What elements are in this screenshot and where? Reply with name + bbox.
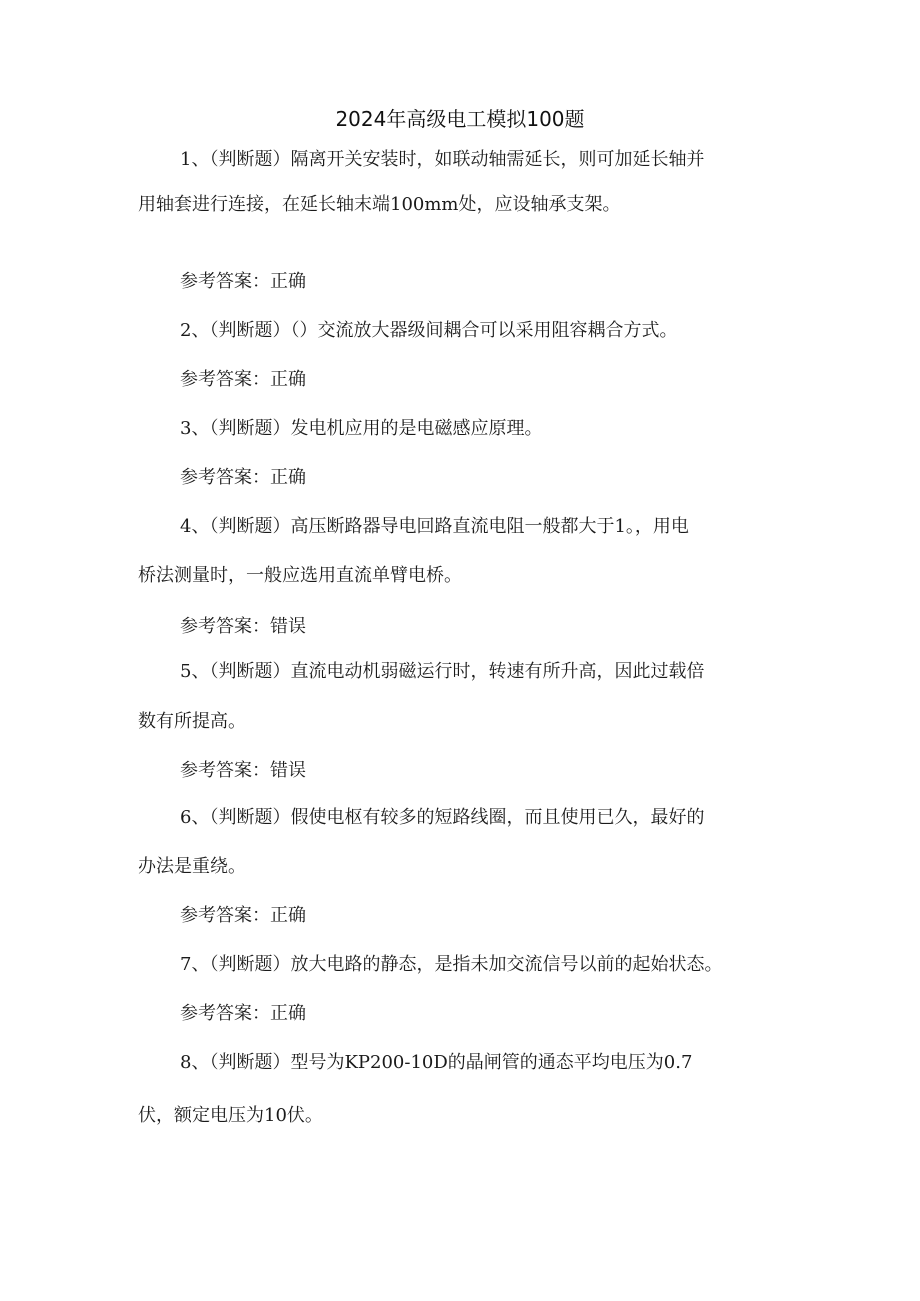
answer-label: 参考答案： [180, 1003, 270, 1024]
question-2-answer [180, 365, 306, 395]
question-3-line-1: 3、（判断题）发电机应用的是电磁感应原理。 [180, 418, 543, 439]
answer-label: 参考答案： [180, 369, 270, 390]
question-1-line-2: 用轴套进行连接，在延长轴末端100mm处，应设轴承支架。 [138, 194, 621, 215]
question-3-answer [180, 463, 306, 493]
answer-value: 正确 [270, 1003, 306, 1024]
question-6-line-2: 办法是重绕。 [138, 856, 246, 877]
question-4-line-1: 4、（判断题）高压断路器导电回路直流电阻一般都大于1。，用电 [180, 516, 689, 537]
question-8-line-1: 8、（判断题）型号为KP200-10D的晶闸管的通态平均电压为0.7 [180, 1052, 693, 1073]
question-6-answer [180, 901, 306, 931]
question-7-answer [180, 999, 306, 1029]
document-title: 2024年高级电工模拟100题 [335, 107, 585, 131]
answer-label: 参考答案： [180, 271, 270, 292]
answer-label: 参考答案： [180, 467, 270, 488]
answer-value: 正确 [270, 369, 306, 390]
answer-label: 参考答案： [180, 616, 270, 637]
question-2-line-1: 2、（判断题）（）交流放大器级间耦合可以采用阻容耦合方式。 [180, 320, 678, 341]
question-6-line-1: 6、（判断题）假使电枢有较多的短路线圈，而且使用已久，最好的 [180, 807, 705, 828]
question-4-answer [180, 612, 306, 642]
answer-label: 参考答案： [180, 905, 270, 926]
answer-value: 错误 [270, 616, 306, 637]
answer-value: 正确 [270, 271, 306, 292]
question-5-line-1: 5、（判断题）直流电动机弱磁运行时，转速有所升高，因此过载倍 [180, 661, 705, 682]
question-1-answer [180, 267, 306, 297]
question-8-line-2: 伏，额定电压为10伏。 [138, 1105, 323, 1126]
question-1-line-1: 1、（判断题）隔离开关安装时，如联动轴需延长，则可加延长轴并 [180, 149, 705, 170]
answer-value: 正确 [270, 905, 306, 926]
question-4-line-2: 桥法测量时，一般应选用直流单臂电桥。 [138, 565, 462, 586]
answer-value: 正确 [270, 467, 306, 488]
question-5-answer [180, 756, 306, 786]
question-7-line-1: 7、（判断题）放大电路的静态，是指未加交流信号以前的起始状态。 [180, 954, 723, 975]
answer-label: 参考答案： [180, 760, 270, 781]
answer-value: 错误 [270, 760, 306, 781]
question-5-line-2: 数有所提高。 [138, 711, 246, 732]
